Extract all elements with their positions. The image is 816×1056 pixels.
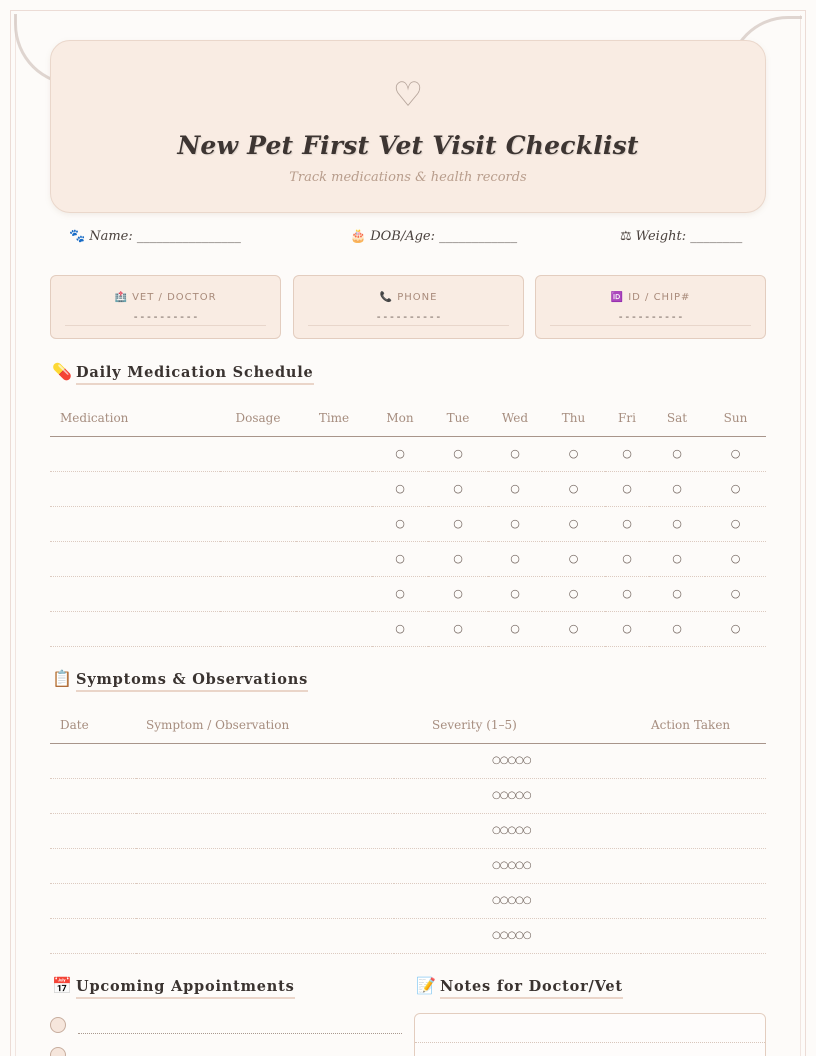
day-checkbox[interactable]: ○	[488, 471, 542, 506]
appointment-line[interactable]	[78, 1033, 402, 1034]
date-cell[interactable]	[50, 743, 136, 778]
time-cell[interactable]	[296, 436, 372, 471]
appointment-checkbox[interactable]	[50, 1017, 66, 1033]
day-checkbox[interactable]: ○	[649, 506, 705, 541]
notes-section-heading: 📝 Notes for Doctor/Vet	[416, 976, 623, 1002]
symptom-cell[interactable]	[136, 778, 394, 813]
day-checkbox[interactable]: ○	[605, 436, 649, 471]
day-checkbox[interactable]: ○	[488, 611, 542, 646]
action-cell[interactable]	[641, 848, 766, 883]
time-cell[interactable]	[296, 506, 372, 541]
day-checkbox[interactable]: ○	[488, 576, 542, 611]
col-sun: Sun	[705, 400, 766, 436]
day-checkbox[interactable]: ○	[649, 436, 705, 471]
dosage-cell[interactable]	[220, 471, 296, 506]
notes-line	[415, 1042, 765, 1043]
notes-box[interactable]	[414, 1013, 766, 1056]
medication-cell[interactable]	[50, 471, 220, 506]
day-checkbox[interactable]: ○	[605, 471, 649, 506]
day-checkbox[interactable]: ○	[705, 506, 766, 541]
medication-cell[interactable]	[50, 541, 220, 576]
symptom-cell[interactable]	[136, 813, 394, 848]
day-checkbox[interactable]: ○	[605, 541, 649, 576]
action-cell[interactable]	[641, 883, 766, 918]
symptoms-rows	[50, 743, 766, 953]
day-checkbox[interactable]: ○	[428, 506, 488, 541]
time-cell[interactable]	[296, 541, 372, 576]
phone-label: PHONE	[397, 292, 438, 303]
day-checkbox[interactable]: ○	[705, 576, 766, 611]
col-dosage: Dosage	[220, 400, 296, 436]
clipboard-icon: 📋	[52, 669, 73, 688]
appointment-checkbox[interactable]	[50, 1047, 66, 1056]
dosage-cell[interactable]	[220, 611, 296, 646]
day-checkbox[interactable]: ○	[542, 436, 605, 471]
date-cell[interactable]	[50, 778, 136, 813]
medication-cell[interactable]	[50, 436, 220, 471]
medication-row	[50, 471, 766, 506]
medication-rows	[50, 436, 766, 646]
medication-cell[interactable]	[50, 506, 220, 541]
action-cell[interactable]	[641, 778, 766, 813]
col-time: Time	[296, 400, 372, 436]
phone-card	[293, 275, 524, 339]
date-cell[interactable]	[50, 918, 136, 953]
symptoms-header-row	[50, 707, 766, 743]
severity-rating[interactable]: ○○○○○	[394, 848, 641, 883]
day-checkbox[interactable]: ○	[649, 611, 705, 646]
col-symptom: Symptom / Observation	[136, 707, 394, 743]
day-checkbox[interactable]: ○	[705, 611, 766, 646]
dosage-cell[interactable]	[220, 576, 296, 611]
day-checkbox[interactable]: ○	[705, 541, 766, 576]
symptom-row	[50, 743, 766, 778]
symptoms-table	[50, 707, 766, 954]
time-cell[interactable]	[296, 471, 372, 506]
hospital-icon: 🏥	[114, 292, 128, 303]
appointment-item[interactable]	[50, 1017, 402, 1035]
day-checkbox[interactable]: ○	[372, 506, 428, 541]
action-cell[interactable]	[641, 813, 766, 848]
day-checkbox[interactable]: ○	[488, 436, 542, 471]
day-checkbox[interactable]: ○	[605, 611, 649, 646]
phone-field[interactable]: ----------	[308, 310, 509, 326]
severity-rating[interactable]: ○○○○○	[394, 883, 641, 918]
col-tue: Tue	[428, 400, 488, 436]
appointments-section-heading: 📅 Upcoming Appointments	[52, 976, 295, 1002]
action-cell[interactable]	[641, 743, 766, 778]
weight-field[interactable]: ⚖ Weight: ________	[620, 229, 743, 244]
col-sat: Sat	[649, 400, 705, 436]
date-cell[interactable]	[50, 883, 136, 918]
pet-name-field[interactable]: 🐾 Name: ________________	[69, 229, 241, 244]
dosage-cell[interactable]	[220, 436, 296, 471]
day-checkbox[interactable]: ○	[705, 471, 766, 506]
phone-icon: 📞	[379, 292, 394, 303]
symptom-cell[interactable]	[136, 883, 394, 918]
medication-row	[50, 611, 766, 646]
action-cell[interactable]	[641, 918, 766, 953]
severity-rating[interactable]: ○○○○○	[394, 778, 641, 813]
id-icon: 🆔	[610, 292, 624, 303]
day-checkbox[interactable]: ○	[372, 471, 428, 506]
cake-icon: 🎂	[350, 229, 367, 244]
date-cell[interactable]	[50, 848, 136, 883]
severity-rating[interactable]: ○○○○○	[394, 813, 641, 848]
symptom-cell[interactable]	[136, 918, 394, 953]
day-checkbox[interactable]: ○	[428, 576, 488, 611]
page-subtitle: Track medications & health records	[289, 170, 527, 185]
symptom-cell[interactable]	[136, 848, 394, 883]
paw-icon: 🐾	[69, 229, 86, 244]
symptom-row	[50, 918, 766, 953]
medication-row	[50, 576, 766, 611]
heart-icon: ♡	[392, 75, 424, 115]
vet-doctor-field[interactable]: ----------	[65, 310, 266, 326]
col-date: Date	[50, 707, 136, 743]
day-checkbox[interactable]: ○	[372, 576, 428, 611]
col-severity: Severity (1–5)	[394, 707, 641, 743]
vet-doctor-label: VET / DOCTOR	[132, 292, 217, 303]
day-checkbox[interactable]: ○	[542, 541, 605, 576]
header-card	[50, 40, 766, 213]
day-checkbox[interactable]: ○	[428, 541, 488, 576]
id-chip-field[interactable]: ----------	[550, 310, 751, 326]
vet-doctor-card	[50, 275, 281, 339]
col-wed: Wed	[488, 400, 542, 436]
medication-header-row	[50, 400, 766, 436]
col-thu: Thu	[542, 400, 605, 436]
scale-icon: ⚖	[620, 229, 632, 244]
day-checkbox[interactable]: ○	[542, 471, 605, 506]
symptom-row	[50, 883, 766, 918]
day-checkbox[interactable]: ○	[428, 436, 488, 471]
symptom-cell[interactable]	[136, 743, 394, 778]
day-checkbox[interactable]: ○	[649, 541, 705, 576]
day-checkbox[interactable]: ○	[605, 506, 649, 541]
medication-section-heading: 💊 Daily Medication Schedule	[52, 362, 314, 388]
time-cell[interactable]	[296, 611, 372, 646]
calendar-icon: 📅	[52, 976, 73, 995]
day-checkbox[interactable]: ○	[605, 576, 649, 611]
medication-row	[50, 506, 766, 541]
day-checkbox[interactable]: ○	[372, 611, 428, 646]
memo-icon: 📝	[416, 976, 437, 995]
day-checkbox[interactable]: ○	[542, 576, 605, 611]
medication-table	[50, 400, 766, 647]
id-chip-card	[535, 275, 766, 339]
severity-rating[interactable]: ○○○○○	[394, 918, 641, 953]
day-checkbox[interactable]: ○	[542, 611, 605, 646]
dob-age-field[interactable]: 🎂 DOB/Age: ____________	[350, 229, 518, 244]
severity-rating[interactable]: ○○○○○	[394, 743, 641, 778]
page-title: New Pet First Vet Visit Checklist	[177, 131, 639, 160]
time-cell[interactable]	[296, 576, 372, 611]
medication-row	[50, 436, 766, 471]
medication-cell[interactable]	[50, 576, 220, 611]
col-medication: Medication	[50, 400, 220, 436]
col-mon: Mon	[372, 400, 428, 436]
day-checkbox[interactable]: ○	[428, 611, 488, 646]
day-checkbox[interactable]: ○	[488, 541, 542, 576]
symptom-row	[50, 848, 766, 883]
date-cell[interactable]	[50, 813, 136, 848]
symptoms-section-heading: 📋 Symptoms & Observations	[52, 669, 308, 695]
day-checkbox[interactable]: ○	[705, 436, 766, 471]
day-checkbox[interactable]: ○	[488, 506, 542, 541]
day-checkbox[interactable]: ○	[428, 471, 488, 506]
day-checkbox[interactable]: ○	[542, 506, 605, 541]
day-checkbox[interactable]: ○	[372, 541, 428, 576]
medication-cell[interactable]	[50, 611, 220, 646]
medication-row	[50, 541, 766, 576]
col-action-taken: Action Taken	[641, 707, 766, 743]
pill-icon: 💊	[52, 362, 73, 381]
id-chip-label: ID / CHIP#	[628, 292, 691, 303]
dosage-cell[interactable]	[220, 541, 296, 576]
dosage-cell[interactable]	[220, 506, 296, 541]
day-checkbox[interactable]: ○	[649, 576, 705, 611]
day-checkbox[interactable]: ○	[372, 436, 428, 471]
symptom-row	[50, 778, 766, 813]
symptom-row	[50, 813, 766, 848]
col-fri: Fri	[605, 400, 649, 436]
day-checkbox[interactable]: ○	[649, 471, 705, 506]
appointment-item[interactable]	[50, 1047, 402, 1056]
